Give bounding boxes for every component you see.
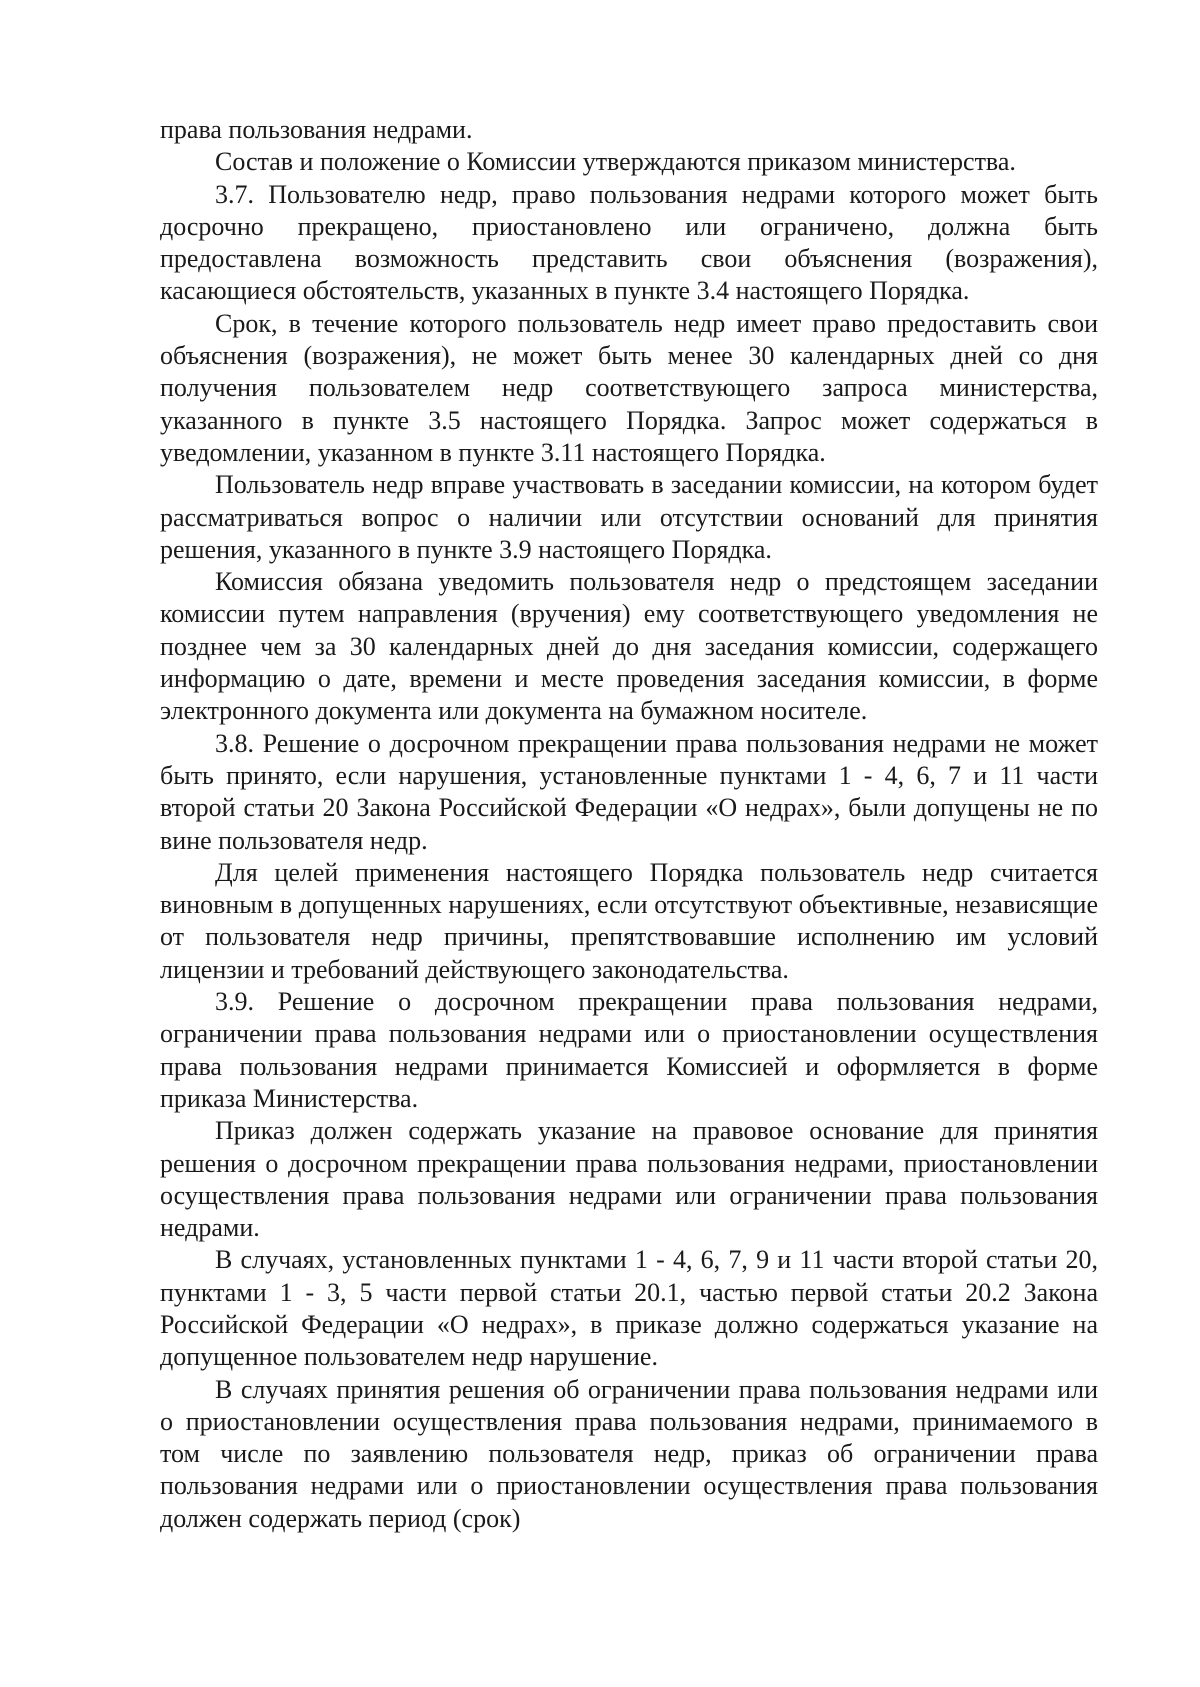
paragraph-3-8: 3.8. Решение о досрочном прекращении права пользования недрами не может быть принято, если нарушения, установленные пунктами 1 - 4, 6, 7 и 11 части второй статьи 20 Закона Российской Федерации «О недрах», были допущены не по вине пользователя недр. bbox=[160, 728, 1098, 855]
paragraph-violation-cases: В случаях, установленных пунктами 1 - 4, 6, 7, 9 и 11 части второй статьи 20, пунктами 1 - 3, 5 части первой статьи 20.1, частью первой статьи 20.2 Закона Российской Федерации «О недрах», в приказе должно содержаться указание на допущенное пользователем недр нарушение. bbox=[160, 1245, 1098, 1372]
paragraph-participation: Пользователь недр вправе участвовать в заседании комиссии, на котором будет рассматриваться вопрос о наличии или отсутствии оснований для принятия решения, указанного в пункте 3.9 настоящего Порядка. bbox=[160, 470, 1098, 564]
paragraph-order-content: Приказ должен содержать указание на правовое основание для принятия решения о досрочном прекращении права пользования недрами, приостановлении осуществления права пользования недрами или ограничении права пользования недрами. bbox=[160, 1116, 1098, 1243]
paragraph-notification: Комиссия обязана уведомить пользователя недр о предстоящем заседании комиссии путем направления (вручения) ему соответствующего уведомления не позднее чем за 30 календарных дней до дня заседания комиссии, содержащего информацию о дате, времени и месте проведения заседания комиссии, в форме электронного документа или документа на бумажном носителе. bbox=[160, 567, 1098, 726]
paragraph-guilt-definition: Для целей применения настоящего Порядка пользователь недр считается виновным в допущенных нарушениях, если отсутствуют объективные, независящие от пользователя недр причины, препятствовавшие исполнению им условий лицензии и требований действующего законодательства. bbox=[160, 857, 1098, 984]
paragraph-commission-composition: Состав и положение о Комиссии утверждаются приказом министерства. bbox=[215, 147, 1016, 177]
paragraph-3-9: 3.9. Решение о досрочном прекращении права пользования недрами, ограничении права пользования недрами или о приостановлении осуществления права пользования недрами принимается Комиссией и оформляется в форме приказа Министерства. bbox=[160, 987, 1098, 1113]
document-body bbox=[160, 114, 1098, 1535]
paragraph-restriction-cases: В случаях принятия решения об ограничении права пользования недрами или о приостановлении осуществления права пользования недрами, принимаемого в том числе по заявлению пользователя недр, приказ об ограничении права пользования недрами или о приостановлении осуществления права пользования должен содержать период (срок) bbox=[160, 1374, 1098, 1533]
paragraph-3-7: 3.7. Пользователю недр, право пользования недрами которого может быть досрочно прекращено, приостановлено или ограничено, должна быть предоставлена возможность представить свои объяснения (возражения), касающиеся обстоятельств, указанных в пункте 3.4 настоящего Порядка. bbox=[160, 179, 1098, 306]
paragraph-continuation: права пользования недрами. bbox=[160, 115, 473, 144]
paragraph-objection-term: Срок, в течение которого пользователь недр имеет право предоставить свои объяснения (возражения), не может быть менее 30 календарных дней со дня получения пользователем недр соответствующего запроса министерства, указанного в пункте 3.5 настоящего Порядка. Запрос может содержаться в уведомлении, указанном в пункте 3.11 настоящего Порядка. bbox=[160, 308, 1098, 467]
